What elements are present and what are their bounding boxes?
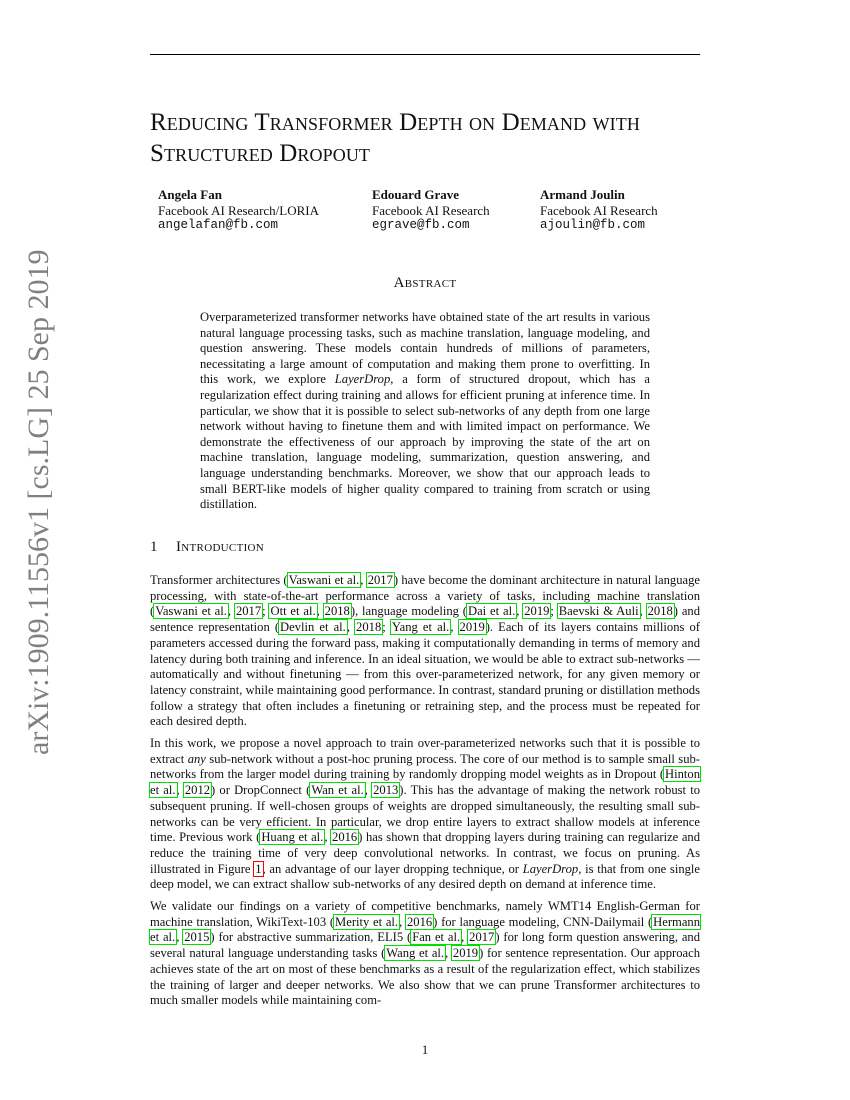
- citation-year-link[interactable]: 2012: [184, 783, 211, 798]
- author-block: [158, 187, 319, 234]
- text-segment: ) or DropConnect (: [211, 783, 311, 798]
- citation-link[interactable]: Vaswani et al.: [288, 573, 360, 587]
- author-name: Edouard Grave: [372, 187, 460, 202]
- text-segment: ), language modeling (: [350, 604, 467, 619]
- author-affiliation: Facebook AI Research: [372, 202, 490, 218]
- top-rule: [150, 54, 700, 55]
- text-segment: ;: [262, 604, 270, 619]
- text-segment: ) for abstractive summarization, ELI5 (: [210, 930, 412, 945]
- author-email[interactable]: egrave@fb.com: [372, 218, 470, 232]
- author-name: Angela Fan: [158, 187, 222, 202]
- abstract-text-segment: , a form of structured dropout, which has a regularization effect during training and allows for efficient pruning at inference time. In particular, we show that it is possible to select sub-networks of any depth from one large network without having to finetune them and with limited impact on performance. We demonstrate the effectiveness of our approach by improving the state of the art on machine translation, language modeling, summarization, question answering, and language understanding benchmarks. Moreover, we show that our approach leads to small BERT-like models of higher quality compared to training from scratch or using distillation.: [200, 372, 650, 512]
- citation-year-link[interactable]: 2017: [469, 930, 495, 945]
- citation-year-link[interactable]: 2016: [406, 914, 433, 929]
- abstract-text: [200, 310, 650, 513]
- citation-link[interactable]: Wan et al.: [311, 783, 364, 798]
- paragraph-1: Transformer architectures (Vaswani et al., 2017) have become the dominant architecture in natural language processing, with state-of-the-art performance across a variety of tasks, including machine translation (Vaswani et al., 2017; Ott et al., 2018), language modeling (Dai et al., 2019; Baevski & Auli, 2018) and sentence representation (Devlin et al., 2018; Yang et al., 2019). Each of its layers contains millions of parameters accessed during the forward pass, making it computationally demanding in terms of memory and latency during both training and inference. In an ideal situation, we would be able to extract sub-networks — automatically and without finetuning — from this over-parameterized network, for any given memory or latency constraint, while maintaining good performance. In contrast, standard pruning or distillation methods follow a strategy that often includes a finetuning or retraining step, and the process must be repeated for each desired depth.: [150, 573, 701, 729]
- text-segment: sub-network without a post-hoc pruning process. The core of our method is to sample small sub-networks from the larger model during training by randomly dropping model weights as in Dropout (: [150, 751, 700, 782]
- title-line-1: Reducing Transformer Depth on Demand with: [150, 109, 640, 136]
- citation-link[interactable]: Merity et al.: [335, 914, 399, 929]
- section-heading: [150, 539, 264, 556]
- citation-link[interactable]: Yang et al.: [391, 620, 450, 635]
- citation-link[interactable]: Vaswani et al.: [155, 604, 227, 619]
- paper-title: [150, 107, 720, 169]
- abstract-heading: Abstract: [393, 275, 457, 291]
- text-segment: , is that from one single deep model, we can extract shallow sub-networks of any desired depth on demand at inference time.: [150, 861, 701, 892]
- arxiv-identifier-stamp: arXiv:1909.11556v1 [cs.LG] 25 Sep 2019: [22, 249, 55, 755]
- figure-ref-link[interactable]: 1: [255, 861, 262, 876]
- citation-link[interactable]: Devlin et al.: [280, 620, 346, 635]
- text-segment: ) for language modeling, CNN-Dailymail (: [433, 914, 653, 929]
- text-segment: ) has shown that dropping layers during training can regularize and reduce the training time of very deep convolutional networks. In contrast, we focus on pruning. As illustrated in Figure: [150, 830, 701, 876]
- text-segment: Transformer architectures (: [150, 573, 288, 587]
- text-segment: ) and sentence representation (: [150, 604, 701, 635]
- citation-link[interactable]: Hinton et al.: [150, 767, 700, 798]
- author-email[interactable]: angelafan@fb.com: [158, 218, 279, 232]
- text-segment: ;: [550, 604, 558, 619]
- text-segment: ;: [382, 620, 391, 635]
- citation-year-link[interactable]: 2019: [524, 604, 550, 619]
- citation-year-link[interactable]: 2019: [452, 946, 479, 961]
- text-segment: ) have become the dominant architecture in natural language processing, with state-of-the-art performance across a variety of tasks, including machine translation (: [150, 573, 700, 619]
- abstract-emphasis: LayerDrop: [334, 372, 391, 387]
- citation-year-link[interactable]: 2018: [324, 604, 350, 619]
- citation-year-link[interactable]: 2017: [235, 604, 262, 619]
- abstract-text-segment: Overparameterized transformer networks have obtained state of the art results in various natural language processing tasks, such as machine translation, language modeling, and question answering. These models contain hundreds of millions of parameters, necessitating a large amount of computation and making them prone to overfitting. In this work, we explore: [200, 310, 650, 387]
- text-segment: ) for sentence representation. Our approach achieves state of the art on most of these benchmarks as a result of the regularization effect, which stabilizes the training of larger and deeper networks. We also show that we can prune Transformer architectures to much smaller models while maintaining com-: [150, 946, 700, 1008]
- author-block: [372, 187, 490, 234]
- author-block: [540, 187, 658, 234]
- paragraph-2: In this work, we propose a novel approach to train over-parameterized networks such that it is possible to extract any sub-network without a post-hoc pruning process. The core of our method is to sample small sub-networks from the larger model during training by randomly dropping model weights as in Dropout (Hinton et al., 2012) or DropConnect (Wan et al., 2013). This has the advantage of making the network robust to subsequent pruning. If well-chosen groups of weights are dropped simultaneously, the resulting small sub-networks can be very efficient. In particular, we drop entire layers to extract shallow models at inference time. Previous work (Huang et al., 2016) has shown that dropping layers during training can regularize and reduce the training time of very deep convolutional networks. In contrast, we focus on pruning. As illustrated in Figure 1, an advantage of our layer dropping technique, or LayerDrop, is that from one single deep model, we can extract shallow sub-networks of any desired depth on demand at inference time.: [150, 736, 701, 892]
- section-number: 1: [150, 539, 158, 555]
- citation-link[interactable]: Huang et al.: [261, 830, 324, 845]
- citation-year-link[interactable]: 2016: [332, 830, 358, 845]
- emphasis: LayerDrop: [522, 861, 579, 876]
- citation-year-link[interactable]: 2019: [459, 620, 485, 635]
- text-segment: ). Each of its layers contains millions of parameters accessed during the forward pass, making it computationally demanding in terms of memory and latency during both training and inference. In an ideal situation, we would be able to extract sub-networks — automatically and without finetuning — from this over-parameterized network, for any given memory or latency constraint, while maintaining good performance. In contrast, standard pruning or distillation methods follow a strategy that often includes a finetuning or retraining step, and the process must be repeated for each desired depth.: [150, 620, 700, 729]
- citation-link[interactable]: Dai et al.: [467, 604, 516, 619]
- body-text: [150, 573, 700, 1015]
- citation-link[interactable]: Baevski & Auli: [558, 604, 639, 619]
- citation-year-link[interactable]: 2013: [373, 783, 399, 798]
- title-line-2: Structured Dropout: [150, 140, 371, 167]
- page-number: 1: [421, 1043, 429, 1057]
- paragraph-3: We validate our findings on a variety of competitive benchmarks, namely WMT14 English-German for machine translation, WikiText-103 (Merity et al., 2016) for language modeling, CNN-Dailymail (Hermann et al., 2015) for abstractive summarization, ELI5 (Fan et al., 2017) for long form question answering, and several natural language understanding tasks (Wang et al., 2019) for sentence representation. Our approach achieves state of the art on most of these benchmarks as a result of the regularization effect, which stabilizes the training of larger and deeper networks. We also show that we can prune Transformer architectures to much smaller models while maintaining com-: [150, 899, 701, 1008]
- citation-year-link[interactable]: 2017: [367, 573, 393, 587]
- citation-year-link[interactable]: 2018: [356, 620, 382, 635]
- author-name: Armand Joulin: [540, 187, 625, 202]
- author-email[interactable]: ajoulin@fb.com: [540, 218, 646, 232]
- citation-link[interactable]: Hermann et al.: [150, 914, 700, 945]
- text-segment: In this work, we propose a novel approach to train over-parameterized networks such that it is possible to extract: [150, 736, 700, 766]
- citation-link[interactable]: Ott et al.: [270, 604, 316, 619]
- text-segment: ). This has the advantage of making the network robust to subsequent pruning. If well-chosen groups of weights are dropped simultaneously, the resulting small sub-networks can be very efficient. In particular, we drop entire layers to extract shallow models at inference time. Previous work (: [150, 783, 700, 845]
- emphasis: any: [187, 751, 206, 766]
- citation-year-link[interactable]: 2018: [647, 604, 673, 619]
- text-segment: ) for long form question answering, and several natural language understanding tasks (: [150, 930, 701, 961]
- citation-year-link[interactable]: 2015: [184, 930, 210, 945]
- author-affiliation: Facebook AI Research: [540, 202, 658, 218]
- text-segment: We validate our findings on a variety of competitive benchmarks, namely WMT14 English-German for machine translation, WikiText-103 (: [150, 899, 700, 929]
- citation-link[interactable]: Fan et al.: [412, 930, 461, 945]
- section-title: Introduction: [176, 539, 265, 555]
- text-segment: , an advantage of our layer dropping technique, or: [262, 861, 523, 876]
- author-affiliation: Facebook AI Research/LORIA: [158, 202, 320, 218]
- citation-link[interactable]: Wang et al.: [386, 946, 445, 961]
